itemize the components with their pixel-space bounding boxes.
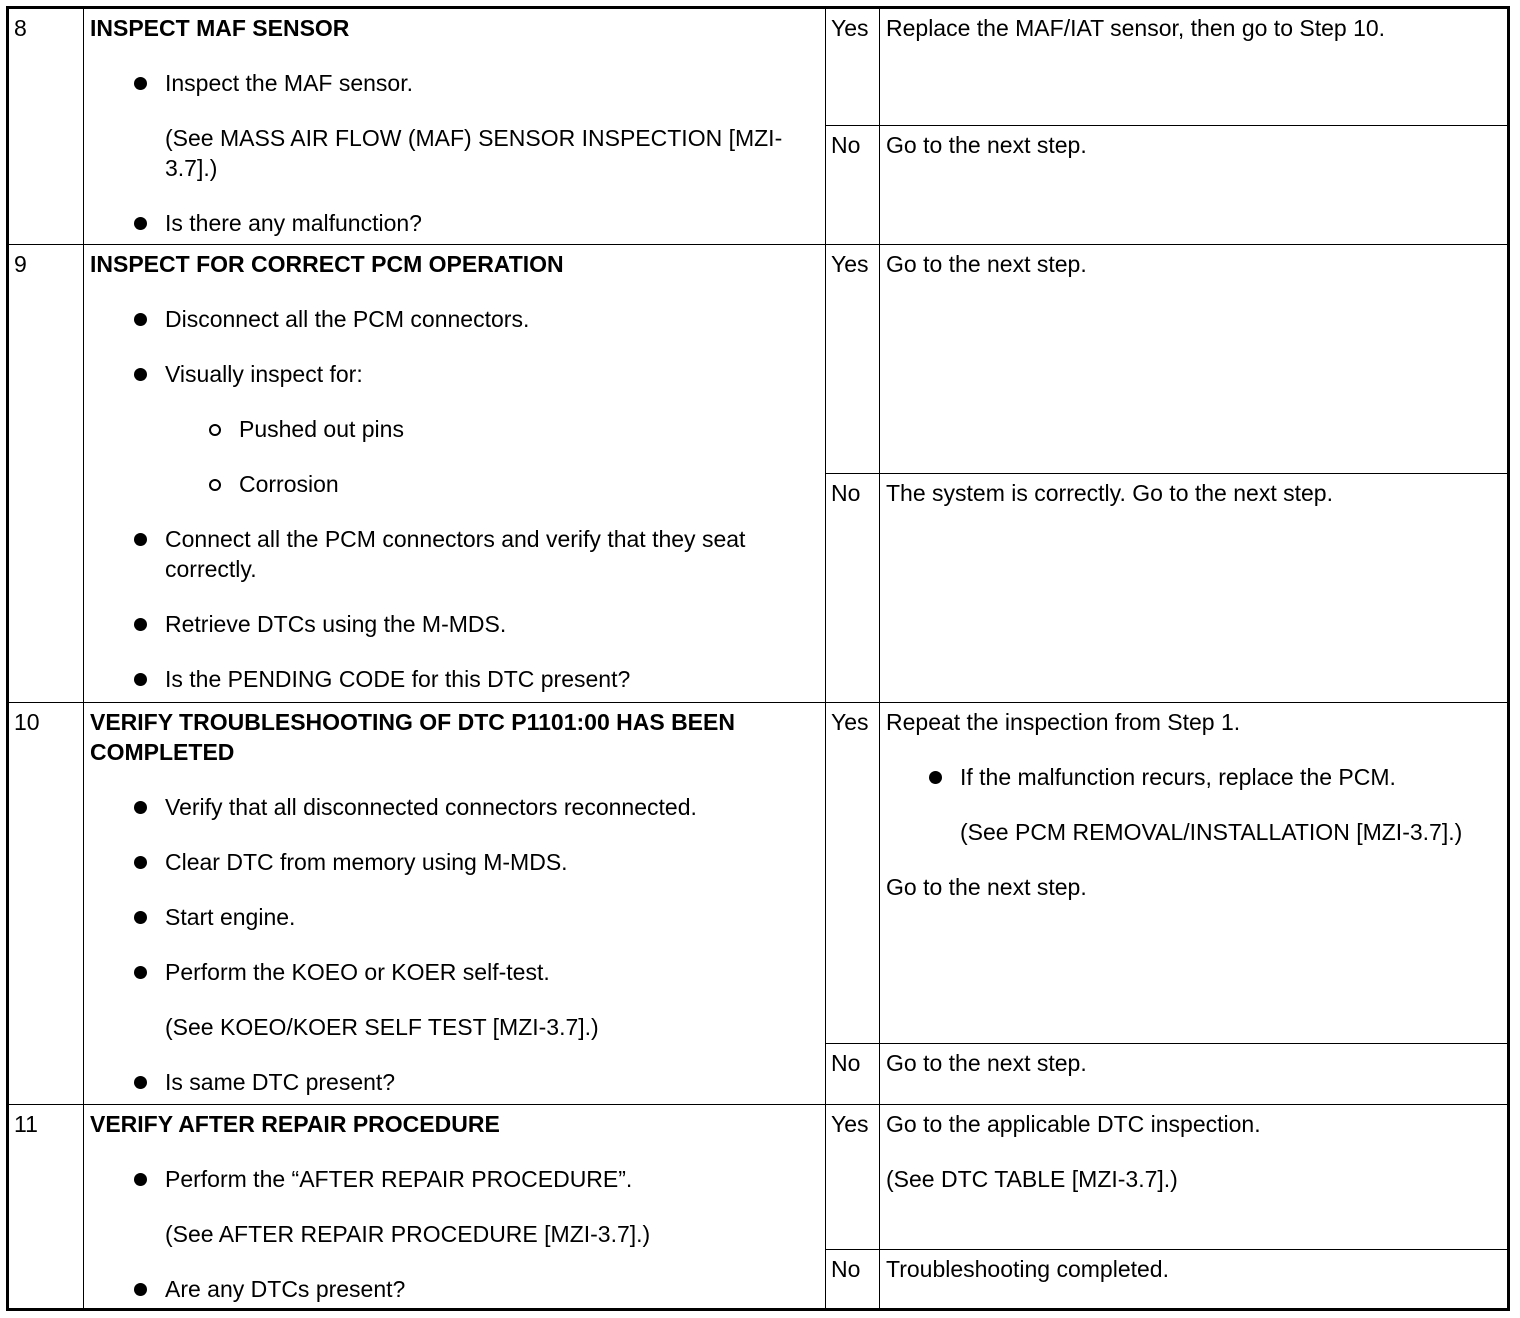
yes-result-cell [880,1105,1509,1250]
step-8-yes-row [8,8,1509,126]
no-label: No [826,126,880,245]
result-reference: (See DTC TABLE [MZI-3.7].) [886,1166,1178,1192]
step-action-cell [84,703,826,1105]
action-reference: (See MASS AIR FLOW (MAF) SENSOR INSPECTION [MZI-3.7].) [165,125,783,181]
result-bullet: If the malfunction recurs, replace the PCM. [886,762,1493,792]
action-bullet: Inspect the MAF sensor. [90,68,803,98]
step-title: INSPECT MAF SENSOR [90,15,350,41]
no-result: Troubleshooting completed. [880,1250,1509,1310]
step-title: INSPECT FOR CORRECT PCM OPERATION [90,251,564,277]
step-number: 10 [8,703,84,1105]
yes-label: Yes [826,1105,880,1250]
diagnostic-procedure-table [6,6,1510,1311]
yes-label: Yes [826,8,880,126]
step-number: 11 [8,1105,84,1310]
action-bullet: Start engine. [90,902,803,932]
action-bullet: Are any DTCs present? [90,1274,803,1304]
action-bullet: Perform the “AFTER REPAIR PROCEDURE”. [90,1164,803,1194]
action-bullet: Visually inspect for: [90,359,803,389]
action-bullet: Clear DTC from memory using M-MDS. [90,847,803,877]
no-label: No [826,1250,880,1310]
action-reference: (See AFTER REPAIR PROCEDURE [MZI-3.7].) [165,1221,651,1247]
step-action-cell [84,245,826,703]
yes-result-cell [880,703,1509,1044]
no-result: The system is correctly. Go to the next step. [880,474,1509,703]
action-bullet: Verify that all disconnected connectors reconnected. [90,792,803,822]
step-11-yes-row [8,1105,1509,1250]
action-bullet: Is there any malfunction? [90,208,803,238]
no-label: No [826,1044,880,1105]
step-title: VERIFY TROUBLESHOOTING OF DTC P1101:00 HAS BEEN COMPLETED [90,709,735,765]
step-9-yes-row [8,245,1509,474]
action-reference: (See KOEO/KOER SELF TEST [MZI-3.7].) [165,1014,599,1040]
step-number: 8 [8,8,84,245]
no-result: Go to the next step. [880,1044,1509,1105]
action-bullet: Retrieve DTCs using the M-MDS. [90,609,803,639]
action-bullet: Connect all the PCM connectors and verify that they seat correctly. [90,524,803,584]
result-line: Go to the next step. [886,874,1087,900]
action-bullet: Is same DTC present? [90,1067,803,1097]
result-line: Repeat the inspection from Step 1. [886,709,1241,735]
step-action-cell [84,1105,826,1310]
no-result: Go to the next step. [880,126,1509,245]
result-line: Go to the applicable DTC inspection. [886,1111,1261,1137]
step-10-yes-row [8,703,1509,1044]
action-sub-bullet: Corrosion [90,469,803,499]
action-bullet: Perform the KOEO or KOER self-test. [90,957,803,987]
no-label: No [826,474,880,703]
result-reference: (See PCM REMOVAL/INSTALLATION [MZI-3.7].) [960,819,1463,845]
yes-result: Go to the next step. [880,245,1509,474]
step-action-cell [84,8,826,245]
step-title: VERIFY AFTER REPAIR PROCEDURE [90,1111,500,1137]
step-number: 9 [8,245,84,703]
action-bullet: Disconnect all the PCM connectors. [90,304,803,334]
action-bullet: Is the PENDING CODE for this DTC present? [90,664,803,694]
yes-result: Replace the MAF/IAT sensor, then go to Step 10. [880,8,1509,126]
yes-label: Yes [826,703,880,1044]
action-sub-bullet: Pushed out pins [90,414,803,444]
yes-label: Yes [826,245,880,474]
